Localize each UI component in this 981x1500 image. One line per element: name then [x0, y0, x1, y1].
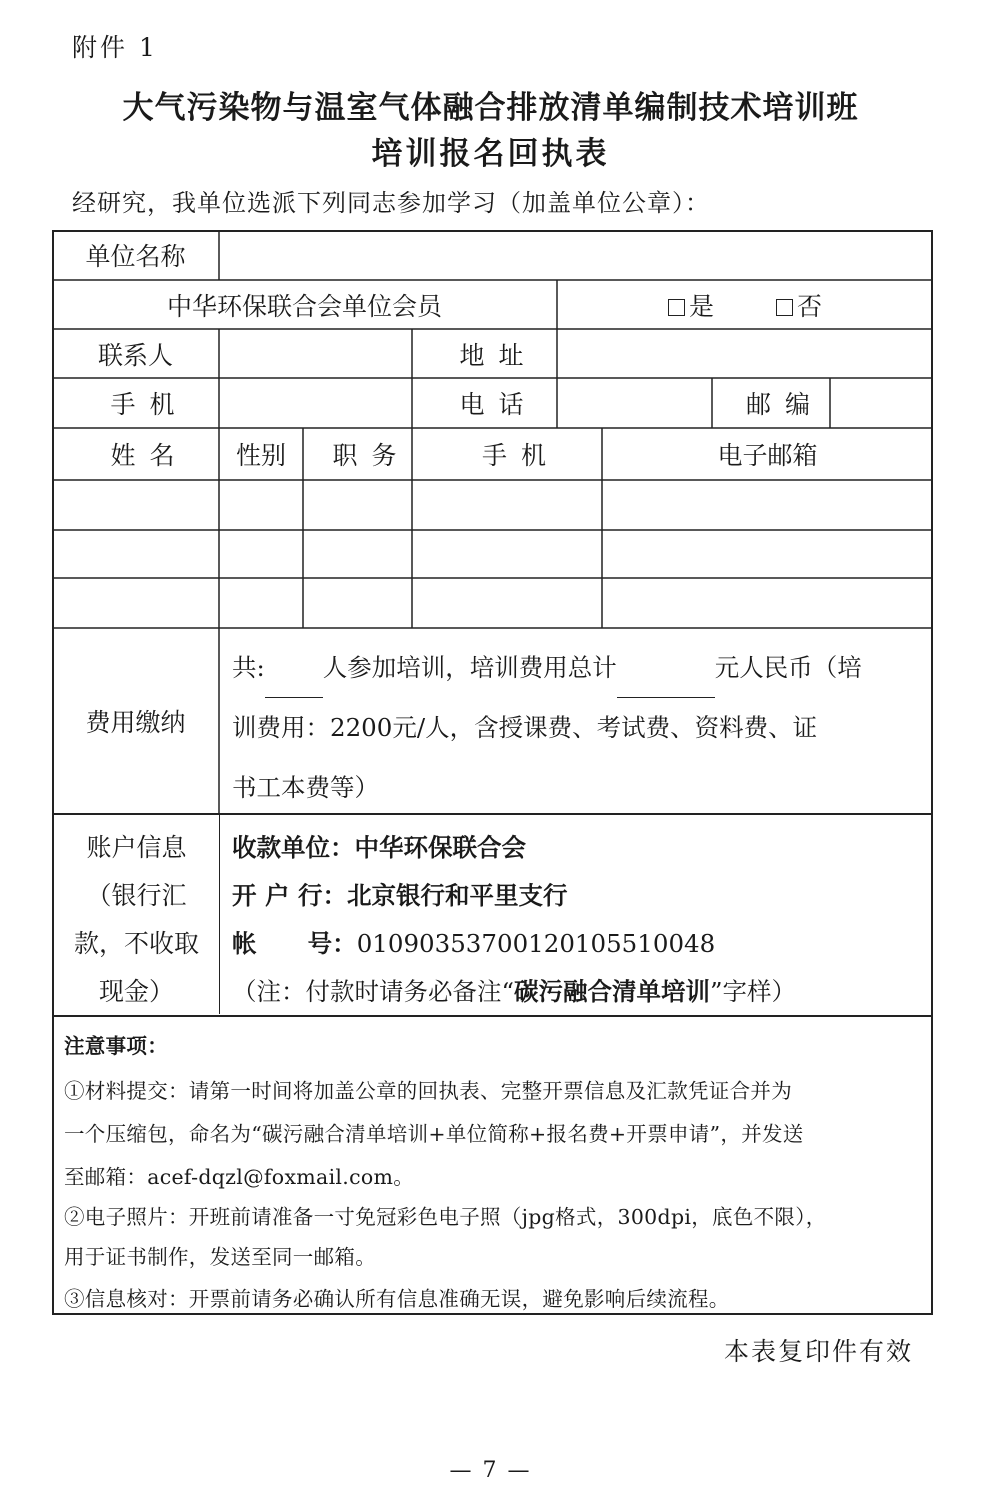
mobile-label: 手机 — [110, 390, 189, 419]
intro-text: 经研究，我单位选派下列同志参加学习（加盖单位公章）： — [72, 189, 710, 217]
address-field[interactable] — [557, 329, 933, 378]
contact-field[interactable] — [219, 329, 412, 378]
postcode-field[interactable] — [830, 378, 933, 428]
fee-suffix: 元人民币（培 — [714, 653, 862, 682]
attendee-row-3[interactable] — [52, 578, 933, 628]
column-header-email: 电子邮箱 — [717, 441, 818, 470]
fee-text — [232, 638, 927, 818]
note-line-1: ①材料提交：请第一时间将加盖公章的回执表、完整开票信息及汇款凭证合并为 — [64, 1079, 792, 1103]
attachment-label: 附件 1 — [72, 33, 158, 62]
account-label-line-2: （银行汇 — [86, 881, 187, 910]
fee-prefix: 共: — [232, 653, 265, 682]
payment-note-suffix: ”字样） — [710, 977, 797, 1006]
fee-total-blank[interactable] — [617, 675, 715, 698]
account-label — [54, 824, 219, 1016]
payment-note — [232, 968, 927, 1016]
document-title: 大气污染物与温室气体融合排放清单编制技术培训班 — [122, 90, 859, 126]
column-header-mobile: 手机 — [481, 441, 560, 470]
fee-line-3: 书工本费等） — [232, 773, 379, 802]
account-number-row — [232, 920, 927, 968]
notes-box — [52, 1015, 933, 1315]
copy-valid-note: 本表复印件有效 — [723, 1337, 913, 1366]
page-number: — 7 — — [449, 1458, 532, 1483]
payee: 收款单位：中华环保联合会 — [232, 833, 526, 862]
account-number: 01090353700120105510048 — [356, 929, 716, 958]
checkbox-no[interactable] — [776, 299, 793, 316]
fee-line-1 — [232, 638, 927, 698]
column-header-gender: 性别 — [235, 441, 286, 470]
member-no-label: 否 — [797, 291, 823, 321]
payment-note-prefix: （注：付款时请务必备注“ — [232, 977, 515, 1006]
account-label-line-4: 现金） — [98, 977, 174, 1006]
note-line-4: ②电子照片：开班前请准备一寸免冠彩色电子照（jpg格式，300dpi，底色不限）， — [64, 1205, 827, 1229]
note-line-5: 用于证书制作，发送至同一邮箱。 — [64, 1245, 376, 1269]
contact-label: 联系人 — [97, 340, 173, 370]
registration-form — [52, 230, 933, 815]
bank: 开 户 行：北京银行和平里支行 — [232, 881, 568, 910]
postcode-label: 邮编 — [745, 390, 824, 419]
org-name-label: 单位名称 — [85, 242, 186, 271]
account-label-line-3: 款，不收取 — [73, 929, 199, 958]
member-no-option[interactable] — [776, 287, 822, 323]
member-yes-label: 是 — [688, 291, 714, 321]
account-key: 帐 号： — [232, 929, 357, 958]
attendee-count-blank[interactable] — [265, 675, 323, 698]
notes-title: 注意事项： — [64, 1034, 168, 1058]
fee-label: 费用缴纳 — [85, 708, 186, 737]
note-line-6: ③信息核对：开票前请务必确认所有信息准确无误，避免影响后续流程。 — [64, 1287, 730, 1311]
note-line-3: 至邮箱：acef-dqzl@foxmail.com。 — [64, 1165, 415, 1189]
attendee-row-2[interactable] — [52, 530, 933, 578]
address-label: 地址 — [459, 340, 538, 370]
account-label-line-1: 账户信息 — [86, 833, 187, 862]
account-details — [232, 824, 927, 1016]
mobile-field[interactable] — [219, 378, 412, 428]
fee-line-2: 训费用：2200元/人，含授课费、考试费、资料费、证 — [232, 713, 818, 742]
payment-note-keyword: 碳污融合清单培训 — [514, 977, 711, 1006]
document-subtitle: 培训报名回执表 — [371, 136, 610, 172]
attendee-row-1[interactable] — [52, 480, 933, 530]
column-header-name: 姓名 — [110, 441, 189, 470]
column-header-position: 职务 — [332, 441, 411, 470]
member-label: 中华环保联合会单位会员 — [166, 291, 442, 321]
account-section — [52, 814, 933, 1016]
account-divider — [219, 814, 220, 1014]
org-name-field[interactable] — [219, 230, 933, 280]
phone-field[interactable] — [557, 378, 712, 428]
member-options — [557, 280, 933, 329]
member-yes-option[interactable] — [668, 287, 714, 323]
checkbox-yes[interactable] — [668, 299, 685, 316]
phone-label: 电话 — [459, 390, 538, 419]
note-line-2: 一个压缩包，命名为“碳污融合清单培训+单位简称+报名费+开票申请”，并发送 — [64, 1122, 804, 1146]
fee-mid: 人参加培训，培训费用总计 — [322, 653, 617, 682]
